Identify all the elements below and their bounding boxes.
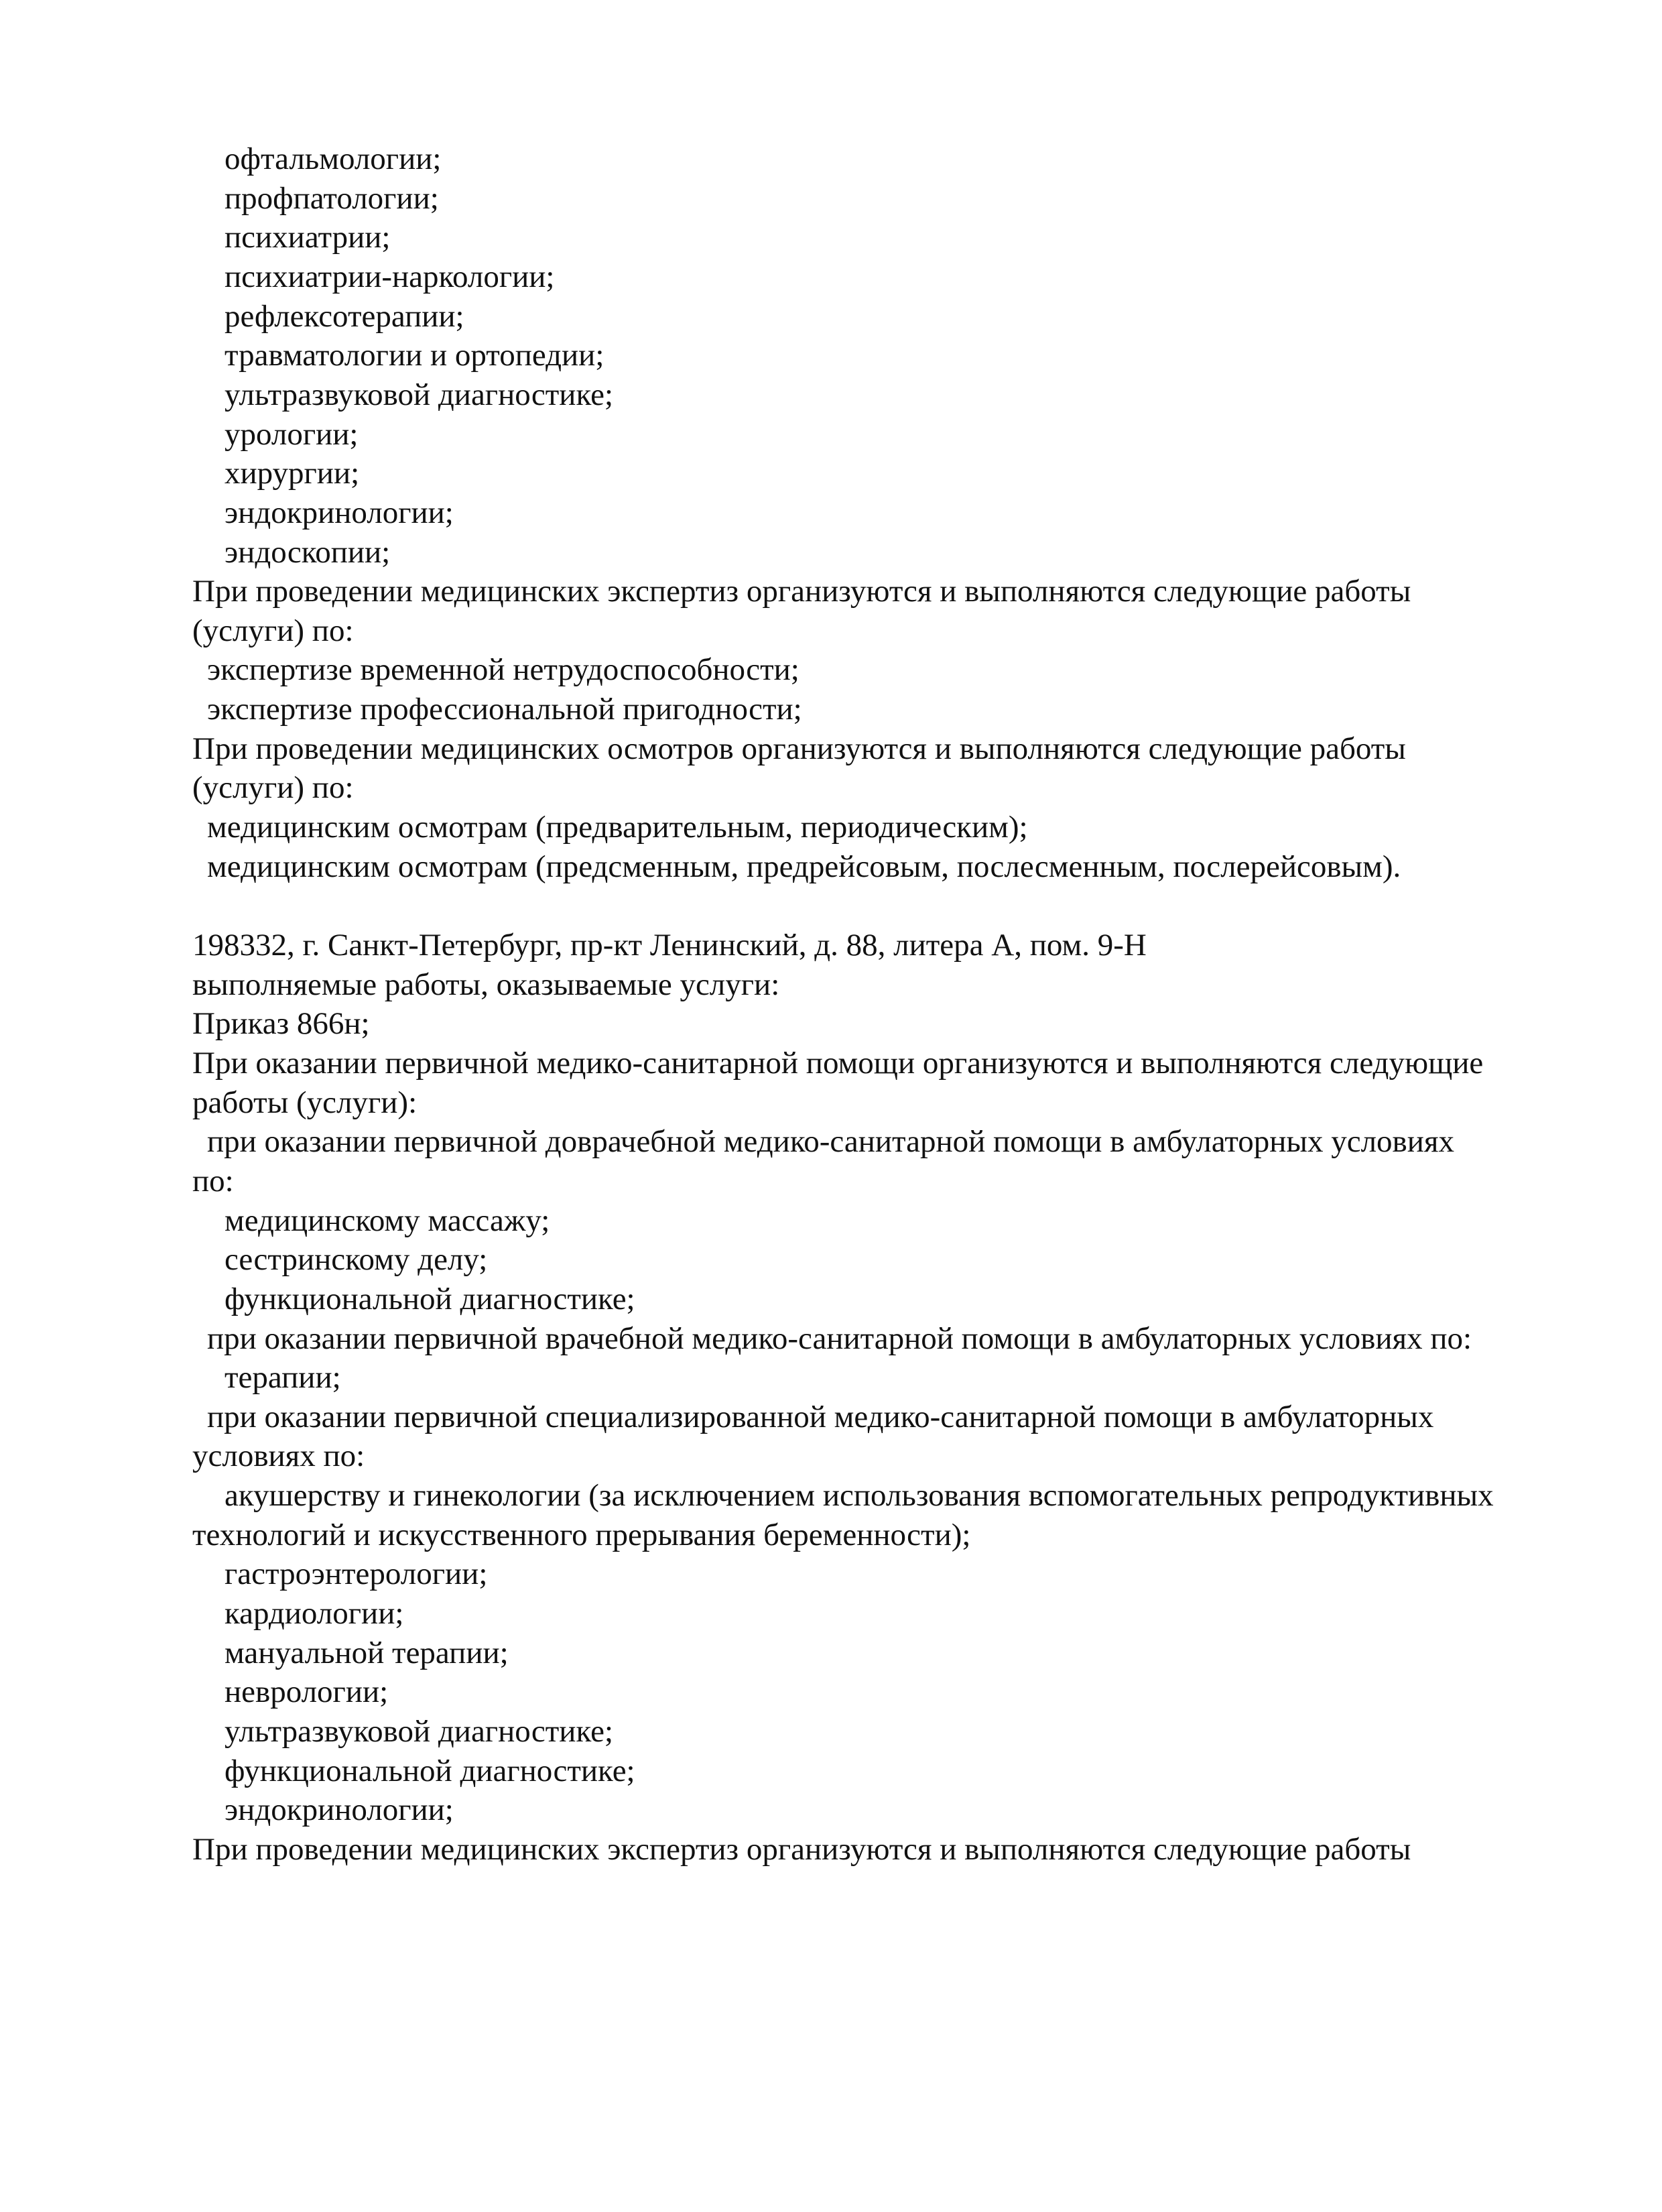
text-line: хирургии;: [225, 456, 360, 491]
text-line: гастроэнтерологии;: [225, 1556, 488, 1592]
text-line: Приказ 866н;: [192, 1006, 370, 1042]
text-line: по:: [192, 1163, 234, 1199]
text-line: условиях по:: [192, 1438, 365, 1474]
text-line: (услуги) по:: [192, 613, 354, 648]
text-line: 198332, г. Санкт-Петербург, пр-кт Ленинский, д. 88, литера А, пом. 9-Н: [192, 928, 1147, 963]
text-line: технологий и искусственного прерывания беременности);: [192, 1517, 971, 1552]
text-line: экспертизе временной нетрудоспособности;: [207, 652, 800, 688]
text-line: ультразвуковой диагностике;: [225, 377, 614, 412]
text-line: эндокринологии;: [225, 495, 454, 530]
text-line: терапии;: [225, 1360, 341, 1396]
text-line: офтальмологии;: [225, 141, 442, 176]
text-line: психиатрии-наркологии;: [225, 259, 555, 294]
text-line: акушерству и гинекологии (за исключением использования вспомогательных репродуктивных: [225, 1478, 1494, 1514]
text-line: При проведении медицинских экспертиз организуются и выполняются следующие работы: [192, 574, 1411, 609]
text-line: сестринскому делу;: [225, 1242, 488, 1278]
text-line: при оказании первичной специализированной медико-санитарной помощи в амбулаторных: [207, 1399, 1434, 1434]
text-line: экспертизе профессиональной пригодности;: [207, 692, 802, 727]
text-line: неврологии;: [225, 1674, 389, 1710]
text-line: функциональной диагностике;: [225, 1281, 635, 1316]
text-line: функциональной диагностике;: [225, 1753, 635, 1788]
text-line: медицинскому массажу;: [225, 1203, 550, 1238]
text-line: медицинским осмотрам (предсменным, предрейсовым, послесменным, послерейсовым).: [207, 849, 1401, 884]
text-line: При оказании первичной медико-санитарной помощи организуются и выполняются следующие: [192, 1045, 1484, 1081]
text-line: психиатрии;: [225, 220, 391, 255]
text-line: рефлексотерапии;: [225, 298, 464, 334]
text-line: (услуги) по:: [192, 770, 354, 806]
text-line: мануальной терапии;: [225, 1635, 509, 1670]
text-line: выполняемые работы, оказываемые услуги:: [192, 967, 780, 1002]
text-line: медицинским осмотрам (предварительным, периодическим);: [207, 810, 1028, 845]
text-line: эндокринологии;: [225, 1792, 454, 1828]
text-line: профпатологии;: [225, 180, 439, 216]
text-line: при оказании первичной доврачебной медико-санитарной помощи в амбулаторных условиях: [207, 1124, 1455, 1160]
text-line: урологии;: [225, 416, 359, 452]
text-line: кардиологии;: [225, 1596, 404, 1632]
text-line: при оказании первичной врачебной медико-санитарной помощи в амбулаторных условиях по:: [207, 1320, 1472, 1356]
text-line: работы (услуги):: [192, 1085, 418, 1120]
text-line: При проведении медицинских экспертиз организуются и выполняются следующие работы: [192, 1831, 1411, 1867]
text-line: ультразвуковой диагностике;: [225, 1714, 614, 1749]
text-line: травматологии и ортопедии;: [225, 338, 604, 373]
text-line: При проведении медицинских осмотров организуются и выполняются следующие работы: [192, 731, 1406, 766]
text-line: эндоскопии;: [225, 534, 391, 570]
